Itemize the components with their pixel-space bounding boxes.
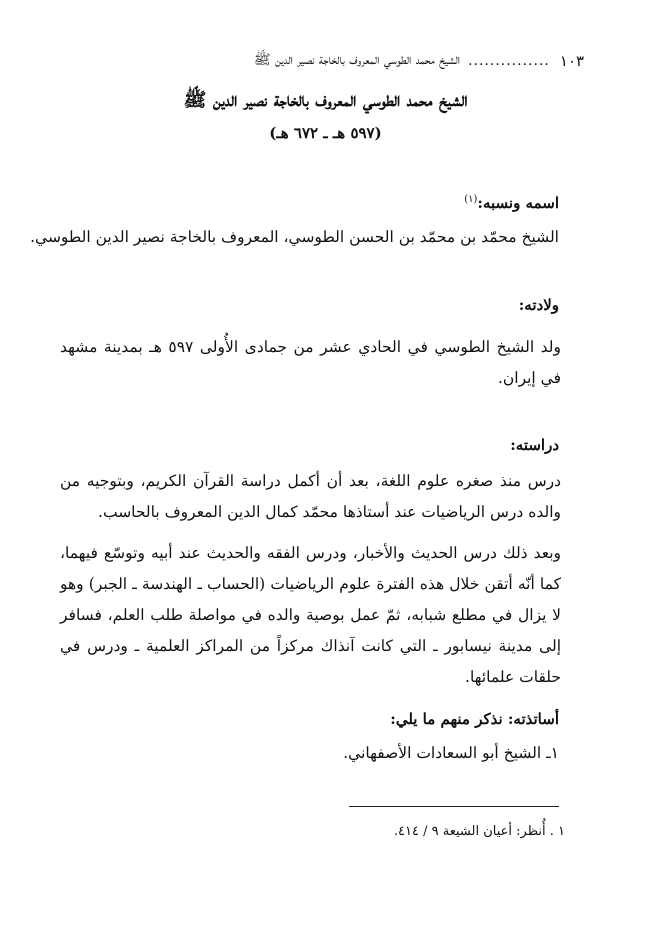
- header-dots: ...............: [468, 53, 550, 69]
- teacher-item-1: ١ـ الشيخ أبو السعادات الأصفهاني.: [343, 744, 559, 762]
- running-header: [64, 48, 584, 74]
- life-dates: (٥٩٧ هـ ـ ٦٧٢ هـ): [269, 124, 382, 142]
- study-paragraph-1: درس منذ صغره علوم اللغة، بعد أن أكمل دراسة القرآن الكريم، وبتوجيه من والده درس الرياضيات عند أستاذها محمّد كمال الدين المعروف بالحاسب.: [60, 472, 561, 521]
- section-heading-name: [464, 194, 559, 212]
- footnote-ref: (١): [464, 194, 478, 205]
- study-paragraph-2: وبعد ذلك درس الحديث والأخبار، ودرس الفقه والحديث عند أبيه وتوسّع فيهما، كما أنّه أتقن خلال هذه الفترة علوم الرياضيات (الحساب ـ الهندسة ـ الجبر) وهو لا يزال في مطلع شبابه، ثمّ عمل بوصية والده في مواصلة طلب العلم، فسافر إلى مدينة نيسابور ـ التي كانت آنذاك مركزاً من المراكز العلمية ـ ودرس في حلقات علمائها.: [60, 544, 561, 686]
- running-title: الشيخ محمد الطوسي المعروف بالخاجة نصير الدين ﷺ: [253, 52, 461, 68]
- birth-text: ولد الشيخ الطوسي في الحادي عشر من جمادى الأُولى ٥٩٧ هـ بمدينة مشهد في إيران.: [60, 338, 561, 387]
- heading-name-text: اسمه ونسبه:: [477, 194, 559, 212]
- name-text: الشيخ محمّد بن محمّد بن الحسن الطوسي، المعروف بالخاجة نصير الدين الطوسي.: [30, 228, 559, 246]
- section-heading-study: دراسته:: [510, 436, 559, 454]
- footnote: ١ . أُنظر: أعيان الشيعة ٩ / ٤١٤.: [393, 824, 565, 839]
- section-heading-birth: ولادته:: [518, 296, 559, 314]
- page-number: ١٠٣: [559, 52, 584, 70]
- footnote-divider: [349, 806, 559, 807]
- page-title: الشيخ محمد الطوسي المعروف بالخاجة نصير الدين ﷺ: [183, 89, 468, 111]
- section-heading-teachers: أساتذته: نذكر منهم ما يلي:: [390, 710, 559, 728]
